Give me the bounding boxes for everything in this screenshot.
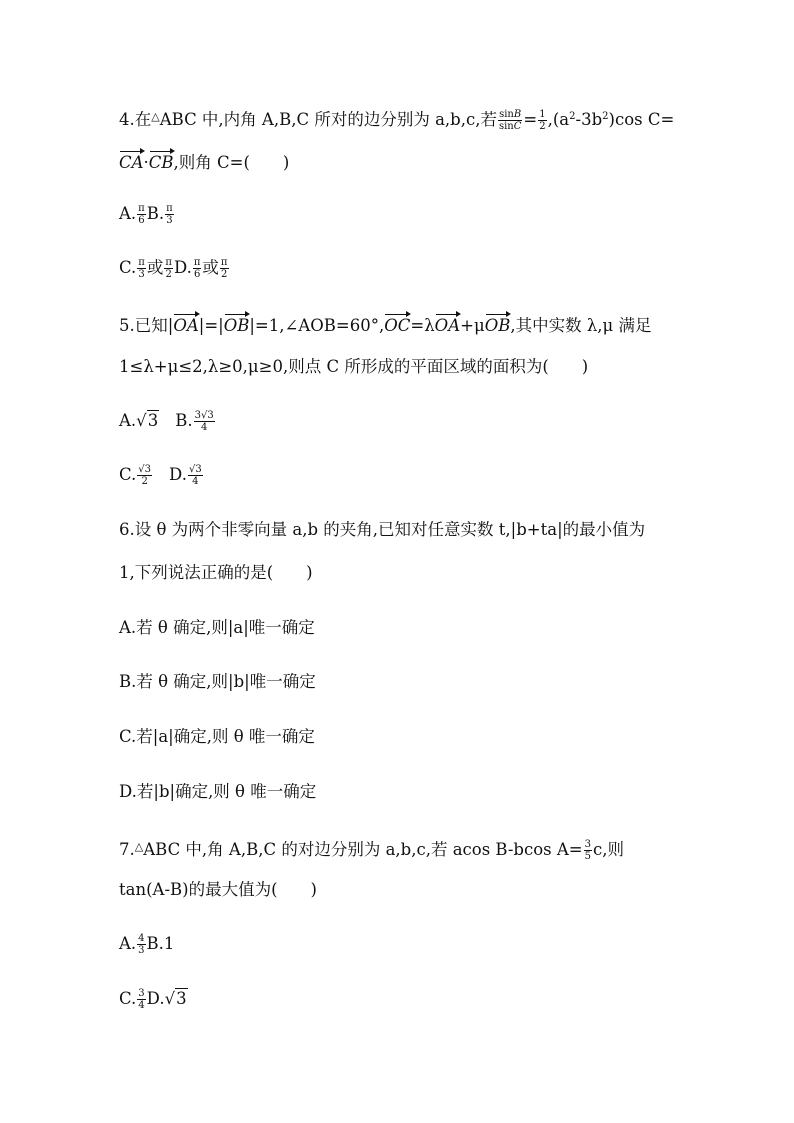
q4-optB-frac: $\frac{\pi}{3}$ [166,203,173,226]
q4-half: $\frac{1}{2}$ [539,109,546,132]
q4-options-ab: A. $\frac{\pi}{6}$ B. $\frac{\pi}{3}$ [119,203,173,226]
q6-option-a: A.若 θ 确定,则|a|唯一确定 [119,618,315,637]
q7-stem-line1: 7.△ABC 中,角 A,B,C 的对边分别为 a,b,c,若 acos B-bcos A= $\frac{3}{5}$ c,则 [119,839,624,862]
vector-ob: OB [224,313,250,334]
q4-sin-ratio: $\frac{\sin B}{\sin C}$ [498,109,522,132]
q4-options-cd: C. $\frac{\pi}{3}$ 或 $\frac{\pi}{2}$ D. $\frac{\pi}{6}$ 或 $\frac{\pi}{2}$ [119,257,228,280]
vector-cb: CB [149,150,174,171]
q7-options-cd: C. $\frac{3}{4}$ D.√3 [119,988,187,1011]
q6-option-c: C.若|a|确定,则 θ 唯一确定 [119,727,315,746]
q4-stem-line2: CA·CB,则角 C=( ) [119,150,289,173]
q4-stem-line1: 4.在△ABC 中,内角 A,B,C 所对的边分别为 a,b,c,若 $\frac{\sin B}{\sin C}$ = $\frac{1}{2}$ $,(a^2-3b^2)\cos$ C= [119,109,675,132]
q6-option-b: B.若 θ 确定,则|b|唯一确定 [119,672,316,691]
vector-oc: OC [384,313,410,334]
triangle-symbol: △ [151,110,160,123]
q6-stem-line1: 6.设 θ 为两个非零向量 a,b 的夹角,已知对任意实数 t,|b+ta|的最小值为 [119,520,646,539]
triangle-symbol: △ [134,840,144,853]
q5-stem-line2: 1≤λ+μ≤2,λ≥0,μ≥0,则点 C 所形成的平面区域的面积为( ) [119,357,589,376]
q7-stem-line2: tan(A-B)的最大值为( ) [119,880,317,899]
q6-stem-line2: 1,下列说法正确的是( ) [119,563,313,582]
q5-options-ab: A.√3 B. $\frac{3√3}{4}$ [119,410,214,433]
vector-oa: OA [173,313,198,334]
vector-oa: OA [435,313,460,334]
q5-options-cd: C. $\frac{√3}{2}$ D. $\frac{√3}{4}$ [119,464,202,487]
q4-optA-frac: $\frac{\pi}{6}$ [138,203,145,226]
vector-ca: CA [119,150,144,171]
q7-options-ab: A. $\frac{4}{3}$ B.1 [119,933,175,956]
q6-option-d: D.若|b|确定,则 θ 唯一确定 [119,782,317,801]
vector-ob: OB [485,313,511,334]
q5-stem-line1: 5.已知|OA|=|OB|=1,∠AOB=60°,OC=λOA+μOB,其中实数 λ,μ 满足 [119,313,652,336]
